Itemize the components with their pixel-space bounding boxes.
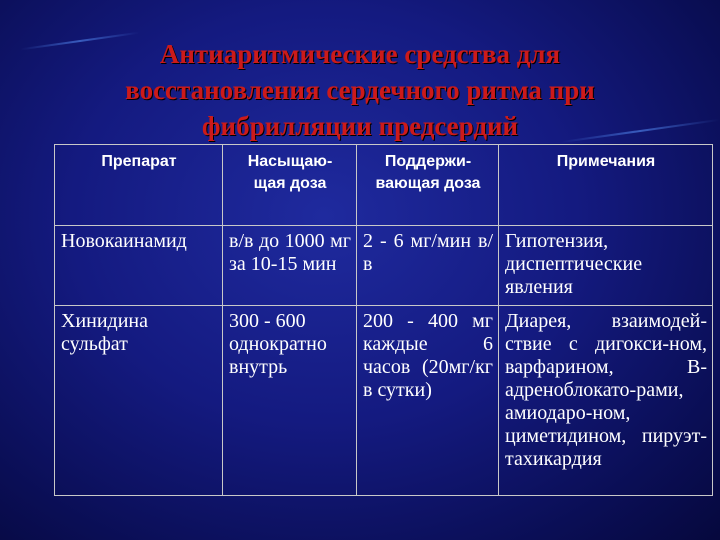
cell-drug: Хинидина сульфат (55, 306, 223, 496)
cell-loading-dose: в/в до 1000 мг за 10-15 мин (223, 226, 357, 306)
drug-table (54, 144, 713, 496)
table-header-row (55, 145, 713, 226)
header-maint-line-2: вающая доза (375, 175, 481, 192)
table-row (55, 306, 713, 496)
title-line-2: восстановления сердечного ритма при (125, 75, 595, 105)
header-maint-line-1: Поддержи- (384, 153, 472, 170)
title-line-3: фибрилляции предсердий (201, 111, 519, 141)
title-line-1: Антиаритмические средства для (159, 39, 561, 69)
cell-notes: Диарея, взаимодей-ствие с дигокси-ном, варфарином, B-адреноблокато-рами, амиодаро-ном, циметидином, пируэт-тахикардия (499, 306, 713, 496)
header-loading-line-2: щая доза (253, 175, 327, 192)
header-drug: Препарат (55, 145, 223, 226)
header-loading-line-1: Насыщаю- (247, 153, 333, 170)
cell-maintenance-dose: 2 - 6 мг/мин в/в (357, 226, 499, 306)
cell-maintenance-dose: 200 - 400 мг каждые 6 часов (20мг/кг в сутки) (357, 306, 499, 496)
cell-drug: Новокаинамид (55, 226, 223, 306)
header-maintenance-dose (357, 145, 499, 226)
table-row (55, 226, 713, 306)
header-loading-dose (223, 145, 357, 226)
cell-loading-dose: 300 - 600 однократно внутрь (223, 306, 357, 496)
cell-notes: Гипотензия, диспептические явления (499, 226, 713, 306)
header-notes: Примечания (499, 145, 713, 226)
slide-title (40, 36, 680, 144)
